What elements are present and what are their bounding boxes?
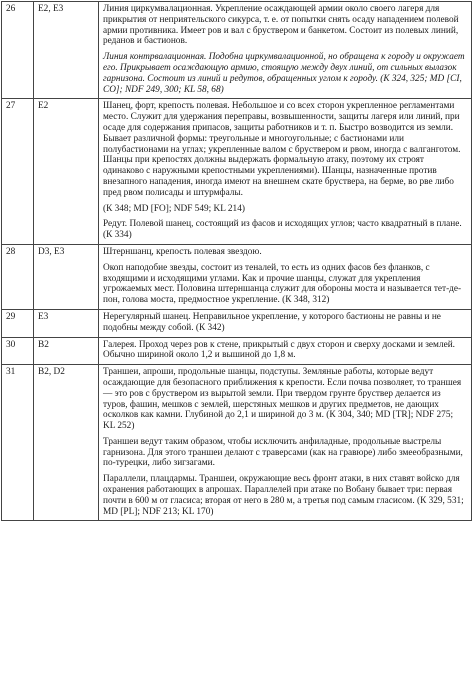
row-number: 31 [2, 365, 34, 521]
table-row [2, 2, 472, 99]
description-paragraph: Редут. Полевой шанец, состоящий из фасов и исходящих углов; часто квадратный в плане. (К 334) [103, 219, 462, 241]
description-paragraph: Параллели, плацдармы. Траншеи, окружающие весь фронт атаки, в них ставят войско для охранения работающих в апрошах. Параллелей при атаке по Вобану бывает три: первая почти в 600 м от гласиса; вторая от него в 280 м, а третья под самым гласисом. (К 329, 531; MD [PL]; NDF 213; KL 170) [103, 474, 464, 517]
row-number: 28 [2, 244, 34, 309]
table-row [2, 309, 472, 337]
row-description [99, 365, 472, 521]
table-row [2, 337, 472, 365]
description-paragraph: Галерея. Проход через ров к стене, прикрытый с двух сторон и сверху досками и землей. Обычно шириной около 1,2 и вышиной до 1,8 м. [103, 339, 456, 361]
description-paragraph: Траншеи ведут таким образом, чтобы исключить анфиладные, продольные выстрелы гарнизона. Для этого траншеи делают с траверсами (как на гравюре) либо змееобразными, по-турецки, либо зигзагами. [103, 436, 463, 469]
row-description [99, 2, 472, 99]
row-description [99, 244, 472, 309]
row-grid-reference: B2 [34, 337, 99, 365]
description-paragraph: Нерегулярный шанец. Неправильное укрепление, у которого бастионы не равны и не подобны между собой. (К 342) [103, 311, 441, 333]
row-grid-reference: E3 [34, 309, 99, 337]
description-paragraph: Штерншанц, крепость полевая звездою. [103, 246, 262, 257]
table-row [2, 244, 472, 309]
row-number: 29 [2, 309, 34, 337]
description-paragraph: Шанец, форт, крепость полевая. Небольшое и со всех сторон укрепленное регламентами место. Служит для удержания переправы, возвышенности, защиты лагеря или линий, при осаде для содержания припасов, защиты работников и т. п. Быстро возводится из земли. Бывает различной формы: треугольные и многоугольные; с бастионами или полубастионами на углах; укрепленные валом с бруствером и рвом, иногда с валганготом. Шанцы при крепостях должны выдержать формальную атаку, поэтому их строят одинаково с наружными крепостными укреплениями). Шанцы, назначенные против внезапного нападения, иногда имеют на внешнем скате бруствера, на берме, во рве либо пред рвом полисады и штурмфалы. [103, 101, 461, 198]
glossary-table [1, 1, 472, 521]
row-description [99, 337, 472, 365]
row-grid-reference: E2 [34, 99, 99, 245]
description-paragraph: (К 348; MD [FO]; NDF 549; KL 214) [103, 203, 245, 214]
row-grid-reference: E2, E3 [34, 2, 99, 99]
table-row [2, 365, 472, 521]
row-description [99, 309, 472, 337]
description-paragraph: Линия циркумвалационная. Укрепление осаждающей армии около своего лагеря для прикрытия от неприятельского сикурса, т. е. от попытки снять осаду нападением полевой армии противника. Имеет ров и вал с бруствером и банкетом. Состоит из полевых линий, реданов и бастионов. [103, 4, 459, 47]
row-description [99, 99, 472, 245]
row-number: 30 [2, 337, 34, 365]
description-paragraph: Окоп наподобие звезды, состоит из теналей, то есть из одних фасов без фланков, с входящими и исходящими углами. Как и прочие шанцы, служат для укрепления угрожаемых мест. Половина штерншанца служит для обороны моста и называется тет-де-пон, голова моста, предмостное укрепление. (К 348, 312) [103, 262, 462, 306]
description-paragraph: Линия контрвалационная. Подобна циркумвалационной, но обращена к городу и окружает его. Прикрывает осаждающую армию, стоящую между двух линий, от сильных вылазок гарнизона. Состоит из линий и редутов, обращенных углом к городу. (К 324, 325; MD [CI, CO]; NDF 249, 300; KL 58, 68) [103, 52, 465, 95]
row-grid-reference: D3, E3 [34, 244, 99, 309]
row-number: 27 [2, 99, 34, 245]
row-grid-reference: B2, D2 [34, 365, 99, 521]
table-row [2, 99, 472, 245]
row-number: 26 [2, 2, 34, 99]
description-paragraph: Траншеи, апроши, продольные шанцы, подступы. Земляные работы, которые ведут осаждающие для безопасного приближения к крепости. Если почва позволяет, то траншея — это ров с бруствером из вырытой земли. При твердом грунте бруствер делается из туров, фашин, мешков с землей, шерстяных мешков и других предметов, не дающих осколков как камни. Глубиной до 2,1 и шириной до 3 м. (К 304, 340; MD [TR]; NDF 275; KL 252) [103, 367, 462, 432]
